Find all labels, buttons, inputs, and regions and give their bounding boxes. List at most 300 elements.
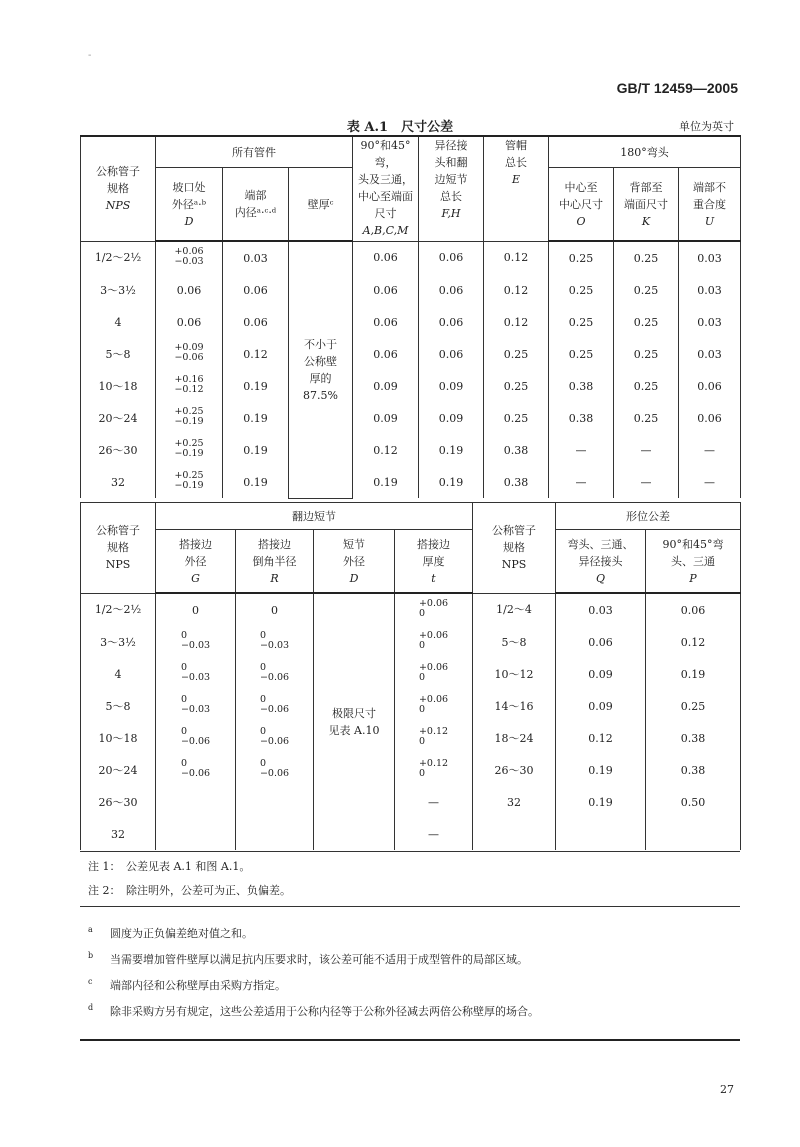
footnote-text: 端部内径和公称壁厚由采购方指定。 [110,979,286,992]
fillet-radius-cell [236,722,314,754]
bevel-od-tolerance [174,343,203,363]
fillet-radius-cell [236,754,314,786]
end-alignment: 0.03 [697,315,722,329]
end-alignment-cell [679,274,741,306]
end-id-cell [223,402,289,434]
nps2: 18～24 [494,731,534,745]
footnote-mark: d [88,1003,94,1012]
nps-header-line: 规格 [107,182,129,196]
fillet-radius-limit: −0.06 [259,704,290,715]
fillet-radius-tolerance [260,727,289,747]
col-header-line: 倒角半径 [252,554,297,568]
end-id: 0.03 [243,251,268,265]
col-header-line: 90°和45°弯， [360,139,411,169]
col-header-line: 端部不 [693,180,726,194]
fillet-radius-limit: 0 [259,662,266,673]
center-to-end-cell [353,306,419,338]
lap-thickness-tolerance [419,727,448,747]
form-q-cell [556,722,646,754]
bevel-od: 0.06 [176,315,202,329]
col-header-2 [223,168,289,242]
lap-thickness-limit: +0.06 [418,630,449,641]
lap-thickness-cell [395,626,473,658]
lap-od-limit: −0.06 [180,768,211,779]
nps2: 10～12 [494,667,534,681]
overall-length-cell [419,466,484,498]
nps-cell [81,434,156,466]
fillet-radius-limit: −0.06 [259,672,290,683]
col-header-6 [646,530,741,594]
cap-length: 0.38 [503,443,529,457]
end-id: 0.19 [243,411,268,425]
cap-length: 0.38 [503,475,529,489]
col-header-line: 短节 [343,537,365,551]
lap-thickness-cell [395,658,473,690]
col-header-1 [236,530,314,594]
col-header-line: 中心至 [564,180,598,194]
form-q-cell [556,754,646,786]
nps2: 5～8 [501,635,527,649]
lap-od-tolerance [181,759,210,779]
overall-length: 0.06 [438,347,464,361]
form-q-cell [556,818,646,850]
nps-cell [81,690,156,722]
nps-cell [81,722,156,754]
nps2: 26～30 [494,763,534,777]
bevel-od-limit: −0.19 [174,480,204,491]
nps2-cell [473,593,556,626]
center-to-end: 0.12 [373,443,398,457]
lap-thickness-cell [395,818,473,850]
group-180-elbow: 180°弯头 [549,136,741,168]
nps2-header-line: 规格 [503,541,525,555]
lap-od-limit: −0.06 [180,736,211,747]
nps-cell [81,338,156,370]
end-id-cell [223,434,289,466]
back-to-face: 0.25 [633,379,659,393]
fillet-radius-limit: −0.06 [259,736,290,747]
nps2-cell [473,626,556,658]
nps2-header-line: 公称管子 [492,524,536,538]
center-to-end: 0.06 [373,347,398,361]
lap-thickness-limit: 0 [418,704,425,715]
bevel-od-cell [156,306,223,338]
bevel-od-cell [156,466,223,498]
group-all-fittings: 所有管件 [156,136,353,168]
table-row [81,370,741,402]
center-to-end: 0.09 [373,379,398,393]
bevel-od-limit: +0.25 [174,406,204,417]
col-header-line: 坡口处 [172,180,206,194]
col-header-8 [614,168,679,242]
nps: 20～24 [98,763,138,777]
center-to-center: 0.38 [568,411,594,425]
fillet-radius-tolerance [260,759,289,779]
overall-length-cell [419,370,484,402]
col-header-line: K [641,214,651,228]
cap-length-cell [484,274,549,306]
footnote-text: 圆度为正负偏差绝对值之和。 [110,927,253,940]
fillet-radius-limit: −0.06 [259,768,290,779]
nps: 26～30 [98,443,138,457]
lap-thickness-cell [395,593,473,626]
back-to-face-cell [614,434,679,466]
lap-thickness-limit: 0 [418,640,425,651]
lap-thickness-limit: 0 [418,768,425,779]
bevel-od-tolerance [174,247,203,267]
nps2-cell [473,658,556,690]
lap-od-tolerance [181,727,210,747]
overall-length: 0.06 [438,283,464,297]
col-header-6 [484,136,549,241]
overall-length: 0.19 [438,443,464,457]
col-header-line: 头、三通 [671,554,715,568]
bevel-od-tolerance [174,375,203,395]
col-header-line: 尺寸 [374,207,397,220]
table-row [81,786,741,818]
end-alignment-cell [679,370,741,402]
header-row-1 [81,136,741,168]
lap-thickness-cell [395,690,473,722]
form-p-cell [646,722,741,754]
overall-length-cell [419,274,484,306]
table-row [81,241,741,274]
end-alignment-cell [679,434,741,466]
col-header-line: G [191,571,200,585]
form-q-cell [556,690,646,722]
col-header-line: 内径ᵃ·ᶜ·ᵈ [234,206,277,219]
stub-note-line: 见表 A.10 [328,724,380,737]
footnote-mark: a [88,925,93,934]
center-to-center-cell [549,306,614,338]
back-to-face-cell [614,338,679,370]
wall-note-line: 公称壁 [304,354,337,368]
overall-length: 0.06 [438,315,464,329]
cap-length: 0.25 [503,347,529,361]
col-header-7 [549,168,614,242]
center-to-center: 0.38 [568,379,594,393]
footnote [88,951,740,967]
nps: 26～30 [98,795,138,809]
footnote [88,925,740,941]
bevel-od-limit: +0.16 [174,374,204,385]
table-row [81,754,741,786]
fillet-radius-tolerance [260,695,289,715]
fillet-radius-cell [236,658,314,690]
fillet-radius-limit: 0 [259,758,266,769]
footnote-mark: b [88,951,94,960]
fillet-radius-limit: 0 [259,694,266,705]
col-header-line: 搭接边 [417,537,450,551]
cap-length: 0.25 [503,379,529,393]
table-row [81,402,741,434]
lap-thickness-cell [395,786,473,818]
nps-cell [81,786,156,818]
cap-length: 0.25 [503,411,529,425]
group-lap-joint: 翻边短节 [156,503,473,530]
bevel-od-cell [156,274,223,306]
lap-od-cell [156,818,236,850]
bevel-od-limit: +0.25 [174,470,204,481]
col-header-2 [314,530,395,594]
back-to-face-cell [614,306,679,338]
col-header-line: 总长 [505,156,527,169]
lap-od-limit: −0.03 [180,640,211,651]
center-to-end-cell [353,241,419,274]
bevel-od-limit: +0.09 [174,342,204,353]
col-header-line: D [349,571,359,585]
nps: 4 [114,315,122,329]
end-id-cell [223,241,289,274]
notes-section [80,851,740,1041]
form-q: 0.03 [588,603,613,617]
bevel-od-tolerance [174,407,203,427]
end-id-cell [223,274,289,306]
wall-note-line: 厚的 [309,371,332,385]
footnote [88,1003,740,1019]
back-to-face-cell [614,466,679,498]
end-id: 0.19 [243,443,268,457]
col-header-line: 端部 [244,189,267,202]
col-header-line: 异径接头 [578,554,623,568]
lap-od-tolerance [181,663,210,683]
nps: 1/2～2½ [94,251,142,265]
nps-header-line: NPS [105,199,131,213]
footnote-mark: c [88,977,93,986]
nps2-cell [473,722,556,754]
form-p: 0.38 [680,763,706,777]
col-header-line: 总长 [440,190,462,203]
col-header-0 [156,530,236,594]
header-row-1 [81,503,741,530]
group-form-tolerance: 形位公差 [556,503,741,530]
form-p: 0.25 [680,699,706,713]
lap-thickness-tolerance [419,631,448,651]
bevel-od-limit: +0.06 [174,246,204,257]
bevel-od-cell [156,338,223,370]
lap-joint-form-tolerance-table [80,502,741,850]
center-to-center: 0.25 [568,315,594,329]
end-alignment: 0.06 [697,411,722,425]
end-id-cell [223,370,289,402]
back-to-face: 0.25 [633,251,659,265]
overall-length-cell [419,402,484,434]
back-to-face: 0.25 [633,283,659,297]
table-row [81,274,741,306]
table-row [81,658,741,690]
footnotes [80,906,740,1039]
bevel-od-tolerance [174,471,203,491]
end-id: 0.06 [243,315,268,329]
nps-header-line: 规格 [107,541,129,555]
lap-thickness-limit: +0.12 [418,726,449,737]
nps: 3～3½ [100,635,136,649]
nps-cell [81,658,156,690]
col-header-3 [395,530,473,594]
col-header-1 [156,168,223,242]
center-to-center: 0.25 [568,251,594,265]
nps-cell [81,241,156,274]
form-q: 0.09 [588,699,613,713]
bevel-od-limit: −0.06 [174,352,204,363]
end-id-cell [223,306,289,338]
standard-number: GB/T 12459—2005 [616,80,738,96]
lap-od-limit: 0 [180,630,187,641]
back-to-face-cell [614,241,679,274]
center-to-center: — [575,443,587,457]
footnote-text: 当需要增加管件壁厚以满足抗内压要求时，该公差可能不适用于成型管件的局部区域。 [110,953,528,966]
col-header-9 [679,168,741,242]
table-row [81,626,741,658]
overall-length: 0.19 [438,475,464,489]
form-p-cell [646,658,741,690]
fillet-radius: 0 [271,603,278,617]
center-to-center-cell [549,466,614,498]
nps: 3～3½ [100,283,136,297]
end-id: 0.19 [243,475,268,489]
col-header-line: 中心至端面 [358,190,413,203]
form-p-cell [646,593,741,626]
nps2: 1/2～4 [496,603,532,617]
col-header-line: 外径ᵃ·ᵇ [171,197,207,211]
overall-length: 0.06 [438,251,464,265]
lap-thickness-tolerance [419,599,448,619]
fillet-radius-cell [236,818,314,850]
end-alignment: 0.03 [697,251,722,265]
lap-thickness-cell [395,722,473,754]
stub-note-line: 极限尺寸 [332,707,376,720]
fillet-radius-cell [236,786,314,818]
nps: 10～18 [98,731,138,745]
lap-thickness-limit: 0 [418,736,425,747]
col-header-line: F,H [441,207,461,220]
nps-cell [81,754,156,786]
col-header-line: 弯头、三通、 [567,537,634,551]
overall-length: 0.09 [438,379,464,393]
col-header-line: A,B,C,M [362,224,409,237]
overall-length-cell [419,306,484,338]
col-header-line: 搭接边 [179,537,212,551]
table-row [81,818,741,850]
form-p-cell [646,818,741,850]
end-id: 0.12 [243,347,268,361]
footnote-text: 除非采购方另有规定，这些公差适用于公称内径等于公称外径减去两倍公称壁厚的场合。 [110,1005,539,1018]
nps: 5～8 [105,699,131,713]
end-id: 0.19 [243,379,268,393]
lap-od-limit: −0.03 [180,672,211,683]
nps: 32 [111,827,125,841]
lap-od-limit: −0.03 [180,704,211,715]
fillet-radius-limit: −0.03 [259,640,290,651]
nps2-header-line: NPS [501,558,527,572]
nps2-header [473,503,556,594]
bevel-od-cell [156,434,223,466]
lap-od-cell [156,754,236,786]
form-p: 0.38 [680,731,706,745]
nps2: 14～16 [494,699,534,713]
nps: 10～18 [98,379,138,393]
lap-thickness-cell [395,754,473,786]
table-title: 表 A.1 尺寸公差 [346,120,454,135]
lap-thickness-tolerance [419,695,448,715]
nps-cell [81,402,156,434]
nps2-cell [473,786,556,818]
lap-od-tolerance [181,631,210,651]
form-q-cell [556,593,646,626]
center-to-center: — [575,475,587,489]
form-p-cell [646,754,741,786]
fillet-radius-limit: 0 [259,630,266,641]
lap-od-cell [156,626,236,658]
nps2-cell [473,754,556,786]
lap-thickness-limit: 0 [418,672,425,683]
lap-od-limit: 0 [180,758,187,769]
form-q: 0.19 [588,763,613,777]
bevel-od-tolerance [174,439,203,459]
form-q-cell [556,658,646,690]
nps-header [81,503,156,594]
bevel-od: 0.06 [176,283,202,297]
nps-cell [81,818,156,850]
bevel-od-cell [156,370,223,402]
col-header-line: 90°和45°弯 [662,537,724,551]
col-header-line: 壁厚ᶜ [307,197,334,211]
lap-thickness-limit: +0.06 [418,598,449,609]
center-to-end-cell [353,338,419,370]
col-header-line: O [576,214,586,228]
note-1: 注 1： 公差见表 A.1 和图 A.1。 [88,860,251,873]
lap-thickness-limit: +0.12 [418,758,449,769]
col-header-line: R [270,571,279,585]
col-header-line: E [511,173,521,186]
fillet-radius-tolerance [260,631,289,651]
wall-note-line: 不小于 [304,337,337,351]
lap-od-limit: 0 [180,694,187,705]
col-header-line: 管帽 [505,139,527,152]
nps-header-line: NPS [105,558,131,572]
form-q: 0.09 [588,667,613,681]
center-to-end-cell [353,466,419,498]
center-to-center: 0.25 [568,347,594,361]
center-to-end: 0.06 [373,251,398,265]
lap-thickness: — [428,795,439,809]
table-row [81,722,741,754]
col-header-line: 异径接 [434,139,468,152]
col-header-3 [289,168,353,242]
col-header-line: 重合度 [693,197,726,211]
col-header-line: 头和翻 [434,156,468,169]
fillet-radius-tolerance [260,663,289,683]
form-p: 0.19 [680,667,706,681]
col-header-line: U [704,214,715,228]
nps-header-line: 公称管子 [96,165,140,179]
col-header-line: t [431,571,436,585]
col-header-line: 厚度 [422,554,445,568]
cap-length: 0.12 [503,315,529,329]
end-alignment-cell [679,338,741,370]
bevel-od-limit: −0.19 [174,448,204,459]
center-to-center-cell [549,241,614,274]
unit-label: 单位为英寸 [679,120,734,133]
overall-length-cell [419,338,484,370]
bevel-od-limit: −0.19 [174,416,204,427]
col-header-line: 中心尺寸 [559,197,603,211]
center-to-center-cell [549,338,614,370]
end-alignment-cell [679,241,741,274]
cap-length: 0.12 [503,251,529,265]
form-p: 0.06 [680,603,706,617]
form-q: 0.19 [588,795,613,809]
